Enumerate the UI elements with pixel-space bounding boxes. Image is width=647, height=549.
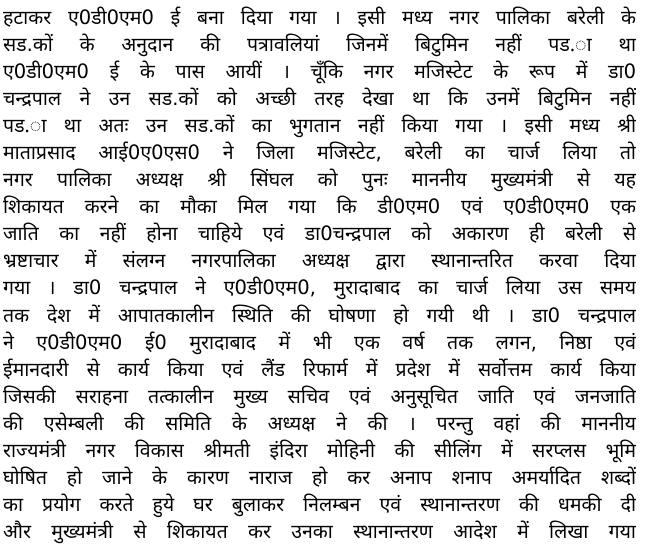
text-line-13: ने ए0डी0एम0 ई0 मुरादाबाद में भी एक वर्ष तक लगन, निष्ठा एवं xyxy=(3,330,636,354)
text-line-12: तक देश में आपातकालीन स्थिति की घोषणा हो गयी थी । डा0 चन्द्रपाल xyxy=(3,303,636,327)
text-line-18: घोषित हो जाने के कारण नाराज हो कर अनाप शनाप अमर्यादित शब्दों xyxy=(3,465,636,489)
text-line-9: जाति का नहीं होना चाहिये एवं डा0चन्द्रपाल को अकारण ही बरेली से xyxy=(3,222,636,246)
text-line-10: भ्रष्टाचार में संलग्न नगरपालिका अध्यक्ष द्वारा स्थानान्तरित करवा दिया xyxy=(3,249,636,273)
text-line-14: ईमानदारी से कार्य किया एवं लैंड रिफार्म में प्रदेश में सर्वोत्तम कार्य किया xyxy=(3,357,636,381)
text-line-6: माताप्रसाद आई0ए0एस0 ने जिला मजिस्टेट, बरेली का चार्ज लिया तो xyxy=(3,141,636,165)
text-line-8: शिकायत करने का मौका मिल गया कि डी0एम0 एवं ए0डी0एम0 एक xyxy=(3,195,636,219)
text-line-20: और मुख्यमंत्री से शिकायत कर उनका स्थानान्तरण आदेश में लिखा गया xyxy=(3,519,636,543)
text-line-19: का प्रयोग करते हुये घर बुलाकर निलम्बन एवं स्थानान्तरण की धमकी दी xyxy=(3,492,636,516)
text-line-16: की एसेम्बली की समिति के अध्यक्ष ने की । परन्तु वहां की माननीय xyxy=(3,411,636,435)
text-line-3: ए0डी0एम0 ई के पास आयीं । चूँकि नगर मजिस्टेट के रूप में डा0 xyxy=(3,60,636,84)
text-line-15: जिसकी सराहना तत्कालीन मुख्य सचिव एवं अनुसूचित जाति एवं जनजाति xyxy=(3,384,636,408)
text-line-7: नगर पालिका अध्यक्ष श्री सिंघल को पुनः माननीय मुख्यमंत्री से यह xyxy=(3,168,636,192)
document-body xyxy=(3,4,636,545)
text-line-4: चन्द्रपाल ने उन सड.कों को अच्छी तरह देखा था कि उनमें बिटुमिन नहीं xyxy=(3,87,636,111)
text-line-1: हटाकर ए0डी0एम0 ई बना दिया गया । इसी मध्य नगर पालिका बरेली के xyxy=(3,6,636,29)
text-line-5: पड.ा था अतः उन सड.कों का भुगतान नहीं किया गया । इसी मध्य श्री xyxy=(3,114,636,138)
text-line-11: गया । डा0 चन्द्रपाल ने ए0डी0एम0, मुरादाबाद का चार्ज लिया उस समय xyxy=(3,276,636,300)
text-line-2: सड.कों के अनुदान की पत्रावलियां जिनमें बिटुमिन नहीं पड.ा था xyxy=(3,33,636,57)
text-line-17: राज्यमंत्री नगर विकास श्रीमती इंदिरा मोहिनी की सीलिंग में सरप्लस भूमि xyxy=(3,438,636,462)
